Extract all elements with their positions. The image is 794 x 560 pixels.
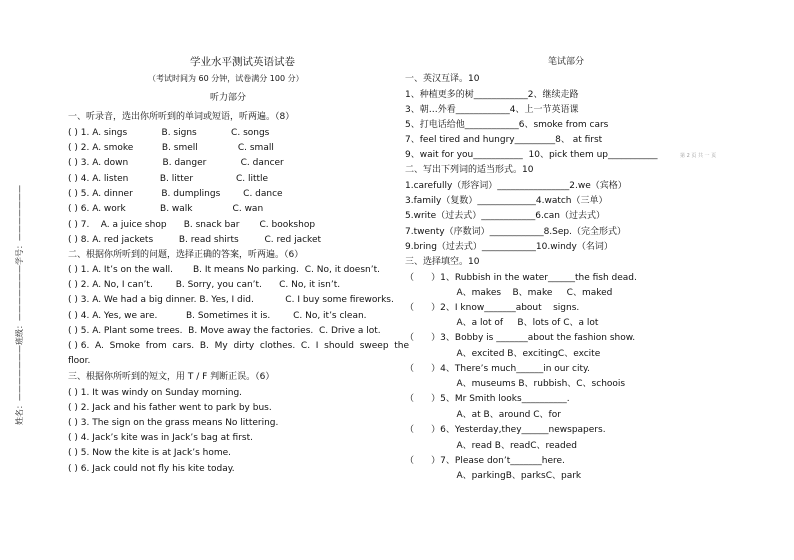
question-item: ( ) 4. A. listen B. litter C. little — [68, 174, 269, 184]
word-form-line: 9.bring（过去式）____________10.windy（名词） — [405, 242, 613, 252]
page-mark: 第 2 页 共 一 页 — [680, 153, 717, 159]
word-form-line: 7.twenty（序数词）____________8.Sep.（完全形式） — [405, 227, 626, 237]
listening-section-title: 听力部分 — [210, 93, 247, 103]
question-item: ( ) 5. Now the kite is at Jack’s home. — [68, 448, 231, 458]
question-item: ( ) 1. A. sings B. signs C. songs — [68, 128, 270, 138]
question-item: ( ) 6. A. Smoke from cars. B. My dirty clothes. C. I should sweep the — [68, 341, 410, 351]
choice-options: A、museums B、rubbish、C、schoois — [405, 379, 626, 389]
choice-options: A、at B、around C、for — [405, 410, 561, 420]
binding-margin — [14, 185, 26, 425]
question-item-continued: floor. — [68, 356, 91, 366]
question-item: ( ) 2. Jack and his father went to park by bus. — [68, 403, 272, 413]
choice-question: （ ）6、Yesterday,they______newspapers. — [405, 425, 606, 435]
choice-options: A、read B、readC、readed — [405, 441, 578, 451]
question-item: ( ) 1. A. It’s on the wall. B. It means No parking. C. No, it doesn’t. — [68, 265, 380, 275]
choice-question: （ ）5、Mr Smith looks__________. — [405, 394, 570, 404]
question-item: ( ) 7. A. a juice shop B. snack bar C. bookshop — [68, 220, 316, 230]
choice-question: （ ）1、Rubbish in the water______the fish dead. — [405, 273, 637, 283]
question-item: ( ) 2. A. smoke B. smell C. small — [68, 143, 274, 153]
exam-subtitle: （考试时间为 60 分钟，试卷满分 100 分） — [148, 74, 304, 83]
written-part1-heading: 一、英汉互译。10 — [405, 74, 480, 84]
written-part2-heading: 二、写出下列词的适当形式。10 — [405, 165, 534, 175]
listening-part3-heading: 三、根据你所听到的短文，用 T / F 判断正误。（6） — [68, 372, 275, 382]
question-item: ( ) 6. Jack could not fly his kite today. — [68, 464, 235, 474]
choice-options: A、excited B、excitingC、excite — [405, 349, 601, 359]
translation-line: 7、feel tired and hungry_________8、 at first — [405, 135, 603, 145]
word-form-line: 5.write（过去式）____________6.can（过去式） — [405, 211, 605, 221]
translation-line: 5、打电话给他____________6、smoke from cars — [405, 120, 609, 130]
question-item: ( ) 4. Jack’s kite was in Jack’s bag at first. — [68, 433, 253, 443]
question-item: ( ) 3. A. We had a big dinner. B. Yes, I did. C. I buy some fireworks. — [68, 295, 394, 305]
choice-question: （ ）2、I know_______about signs. — [405, 303, 580, 313]
written-part3-heading: 三、选择填空。10 — [405, 257, 480, 267]
choice-question: （ ）7、Please don’t_______here. — [405, 456, 565, 466]
translation-line: 1、种植更多的树____________2、继续走路 — [405, 90, 579, 100]
word-form-line: 3.family（复数）_____________4.watch（三单） — [405, 196, 608, 206]
question-item: ( ) 3. A. down B. danger C. dancer — [68, 158, 284, 168]
choice-options: A、parkingB、parksC、park — [405, 471, 582, 481]
translation-line: 9、wait for you___________ 10、pick them up___________ — [405, 150, 658, 160]
listening-part2-heading: 二、根据你所听到的问题，选择正确的答案，听两遍。（6） — [68, 250, 304, 260]
choice-options: A、makes B、make C、maked — [405, 288, 613, 298]
question-item: ( ) 2. A. No, I can’t. B. Sorry, you can’t. C. No, it isn’t. — [68, 280, 341, 290]
question-item: ( ) 3. The sign on the grass means No littering. — [68, 418, 279, 428]
question-item: ( ) 4. A. Yes, we are. B. Sometimes it is. C. No, it’s clean. — [68, 311, 367, 321]
listening-part1-heading: 一、听录音，选出你所听到的单词或短语，听两遍。（8） — [68, 112, 295, 122]
choice-question: （ ）3、Bobby is _______about the fashion show. — [405, 333, 636, 343]
translation-line: 3、朝…外看____________4、上一节英语课 — [405, 105, 579, 115]
written-section-title: 笔试部分 — [548, 57, 585, 67]
question-item: ( ) 5. A. Plant some trees. B. Move away the factories. C. Drive a lot. — [68, 326, 381, 336]
binding-margin-text: 姓名：———————班级：———————学号：——————— — [15, 185, 24, 425]
question-item: ( ) 1. It was windy on Sunday morning. — [68, 388, 243, 398]
choice-options: A、a lot of B、lots of C、a lot — [405, 318, 599, 328]
choice-question: （ ）4、There’s much______in our city. — [405, 364, 590, 374]
question-item: ( ) 6. A. work B. walk C. wan — [68, 204, 264, 214]
question-item: ( ) 8. A. red jackets B. read shirts C. red jacket — [68, 235, 322, 245]
exam-title: 学业水平测试英语试卷 — [190, 56, 295, 68]
question-item: ( ) 5. A. dinner B. dumplings C. dance — [68, 189, 283, 199]
word-form-line: 1.carefully（形容词）________________2.we（宾格） — [405, 181, 627, 191]
